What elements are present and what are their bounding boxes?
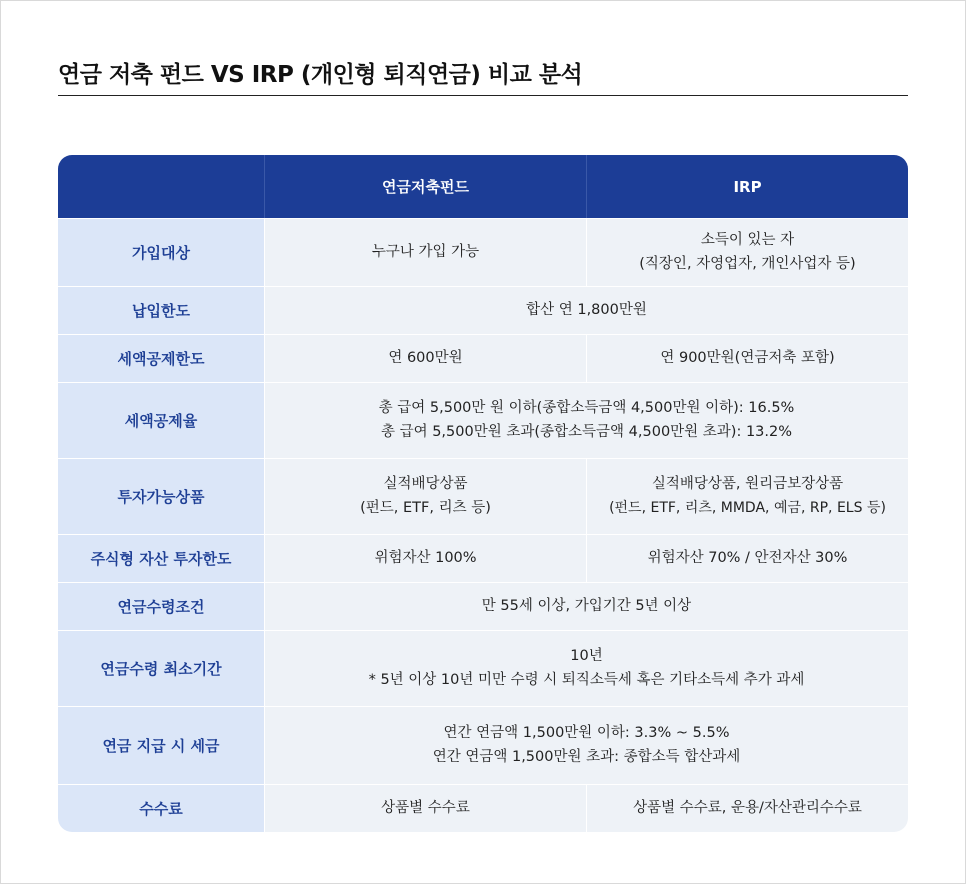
- cell-fund-eligibility: [264, 218, 586, 286]
- cell-line: 총 급여 5,500만 원 이하(종합소득금액 4,500만원 이하): 16.5%: [378, 399, 795, 416]
- cell-line: 상품별 수수료, 운용/자산관리수수료: [633, 799, 862, 816]
- cell-both-min-period: [264, 630, 908, 706]
- row-label-pension-tax: 연금 지급 시 세금: [58, 706, 264, 784]
- row-label-eligibility: 가입대상: [58, 218, 264, 286]
- cell-line: (펀드, ETF, 리츠, MMDA, 예금, RP, ELS 등): [609, 499, 886, 516]
- cell-fund-equity-limit: [264, 534, 586, 582]
- cell-fund-deduction-limit: [264, 334, 586, 382]
- cell-line: 누구나 가입 가능: [371, 243, 480, 260]
- cell-line: 연 600만원: [388, 349, 463, 366]
- cell-line: 위험자산 70% / 안전자산 30%: [647, 549, 848, 566]
- cell-line: 실적배당상품, 원리금보장상품: [651, 475, 844, 492]
- cell-fund-investable-products: [264, 458, 586, 534]
- row-label-contribution-limit: 납입한도: [58, 286, 264, 334]
- page-title: 연금 저축 펀드 VS IRP (개인형 퇴직연금) 비교 분석: [58, 62, 583, 88]
- cell-irp-investable-products: [586, 458, 908, 534]
- cell-line: 만 55세 이상, 가입기간 5년 이상: [481, 597, 692, 614]
- cell-both-contribution-limit: [264, 286, 908, 334]
- cell-line: 10년: [570, 647, 603, 664]
- row-label-deduction-rate: 세액공제율: [58, 382, 264, 458]
- cell-line: 위험자산 100%: [374, 549, 477, 566]
- row-label-deduction-limit: 세액공제한도: [58, 334, 264, 382]
- cell-line: 합산 연 1,800만원: [526, 301, 647, 318]
- cell-both-pension-conditions: [264, 582, 908, 630]
- header-empty-cell: [58, 155, 264, 218]
- cell-line: 소득이 있는 자: [700, 231, 795, 248]
- comparison-table: [58, 155, 908, 832]
- cell-line: 상품별 수수료: [381, 799, 470, 816]
- row-label-fees: 수수료: [58, 784, 264, 832]
- cell-line: (펀드, ETF, 리츠 등): [360, 499, 491, 516]
- row-label-investable-products: 투자가능상품: [58, 458, 264, 534]
- cell-line: 연 900만원(연금저축 포함): [660, 349, 835, 366]
- header-irp: IRP: [586, 155, 908, 218]
- row-label-equity-limit: 주식형 자산 투자한도: [58, 534, 264, 582]
- cell-line: 연간 연금액 1,500만원 초과: 종합소득 합산과세: [432, 748, 741, 765]
- cell-line: 실적배당상품: [383, 475, 468, 492]
- cell-line: 연간 연금액 1,500만원 이하: 3.3% ~ 5.5%: [443, 724, 730, 741]
- header-fund: 연금저축펀드: [264, 155, 586, 218]
- cell-both-deduction-rate: [264, 382, 908, 458]
- cell-both-pension-tax: [264, 706, 908, 784]
- cell-line: * 5년 이상 10년 미만 수령 시 퇴직소득세 혹은 기타소득세 추가 과세: [368, 671, 805, 688]
- cell-line: 총 급여 5,500만원 초과(종합소득금액 4,500만원 초과): 13.2%: [380, 423, 793, 440]
- title-divider: [58, 95, 908, 96]
- row-label-min-period: 연금수령 최소기간: [58, 630, 264, 706]
- cell-irp-equity-limit: [586, 534, 908, 582]
- cell-fund-fees: [264, 784, 586, 832]
- cell-line: (직장인, 자영업자, 개인사업자 등): [639, 255, 856, 272]
- row-label-pension-conditions: 연금수령조건: [58, 582, 264, 630]
- cell-irp-fees: [586, 784, 908, 832]
- cell-irp-eligibility: [586, 218, 908, 286]
- cell-irp-deduction-limit: [586, 334, 908, 382]
